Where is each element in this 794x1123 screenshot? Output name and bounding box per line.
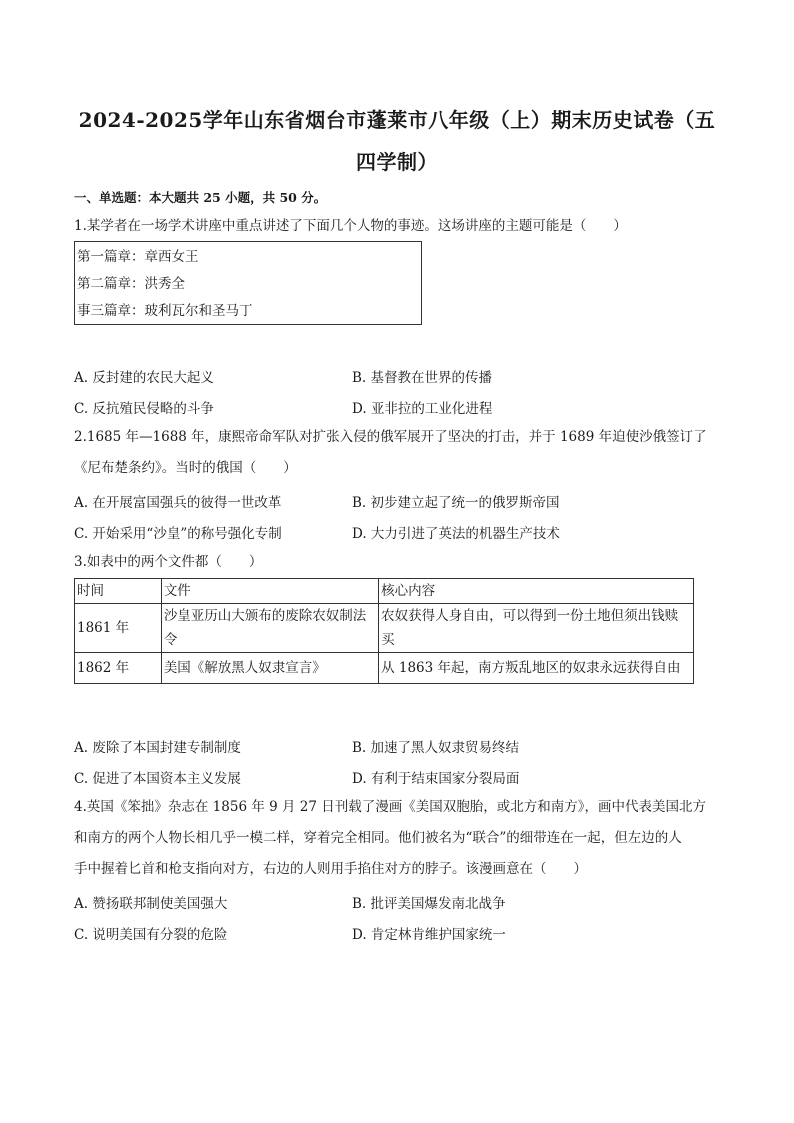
question-4-stem-line3: 手中握着匕首和枪支指向对方，右边的人则用手掐住对方的脖子。该漫画意在（ ） [74,861,587,877]
question-2-stem-line2: 《尼布楚条约》。当时的俄国（ ） [74,460,297,476]
question-4-stem-line2: 和南方的两个人物长相几乎一模二样，穿着完全相同。他们被名为“联合”的细带连在一起，但左边的人 [74,830,682,846]
question-1-box [74,241,422,325]
q3-option-a[interactable]: A. 废除了本国封建专制制度 [74,740,241,756]
question-4-stem-line1: 4.英国《笨拙》杂志在 1856 年 9 月 27 日刊载了漫画《美国双胞胎，或北方和南方》，画中代表美国北方 [74,799,707,815]
question-3-stem: 3.如表中的两个文件都（ ） [74,554,263,570]
table-header-row [75,579,694,604]
q2-option-d[interactable]: D. 大力引进了英法的机器生产技术 [352,526,560,542]
table-cell: 从 1863 年起，南方叛乱地区的奴隶永远获得自由 [379,653,694,684]
q3-option-d[interactable]: D. 有利于结束国家分裂局面 [352,771,520,787]
q2-option-a[interactable]: A. 在开展富国强兵的彼得一世改革 [74,495,282,511]
table-header-cell: 文件 [161,579,378,604]
table-cell: 美国《解放黑人奴隶宣言》 [161,653,378,684]
exam-title-line1: 2024-2025学年山东省烟台市蓬莱市八年级（上）期末历史试卷（五 [78,108,716,132]
table-cell: 沙皇亚历山大颁布的废除农奴制法令 [161,604,378,653]
q3-option-c[interactable]: C. 促进了本国资本主义发展 [74,771,241,787]
table-row [75,604,694,653]
q1-option-c[interactable]: C. 反抗殖民侵略的斗争 [74,401,214,417]
q4-option-a[interactable]: A. 赞扬联邦制使美国强大 [74,896,228,912]
q3-option-b[interactable]: B. 加速了黑人奴隶贸易终结 [352,740,520,756]
question-2-stem-line1: 2.1685 年—1688 年，康熙帝命军队对扩张入侵的俄军展开了坚决的打击，并于 1689 年迫使沙俄签订了 [74,429,707,445]
table-cell: 农奴获得人身自由，可以得到一份土地但须出钱赎买 [379,604,694,653]
q4-option-c[interactable]: C. 说明美国有分裂的危险 [74,927,228,943]
table-cell: 1862 年 [75,653,162,684]
table-header-cell: 核心内容 [379,579,694,604]
table-cell: 1861 年 [75,604,162,653]
exam-title-line2: 四学制） [356,150,438,174]
question-3-table [74,578,694,684]
box-line-1: 第一篇章：章西女王 [77,249,199,265]
q2-option-b[interactable]: B. 初步建立起了统一的俄罗斯帝国 [352,495,560,511]
box-line-3: 事三篇章：玻利瓦尔和圣马丁 [77,303,253,319]
q1-option-d[interactable]: D. 亚非拉的工业化进程 [352,401,493,417]
q4-option-b[interactable]: B. 批评美国爆发南北战争 [352,896,506,912]
table-header-cell: 时间 [75,579,162,604]
section-heading: 一、单选题：本大题共 25 小题，共 50 分。 [74,190,327,205]
q2-option-c[interactable]: C. 开始采用“沙皇”的称号强化专制 [74,526,282,542]
q1-option-b[interactable]: B. 基督教在世界的传播 [352,370,493,386]
box-line-2: 第二篇章：洪秀全 [77,276,185,292]
q1-option-a[interactable]: A. 反封建的农民大起义 [74,370,214,386]
q4-option-d[interactable]: D. 肯定林肯维护国家统一 [352,927,506,943]
question-1-stem: 1.某学者在一场学术讲座中重点讲述了下面几个人物的事迹。这场讲座的主题可能是（ ） [74,218,627,234]
table-row [75,653,694,684]
